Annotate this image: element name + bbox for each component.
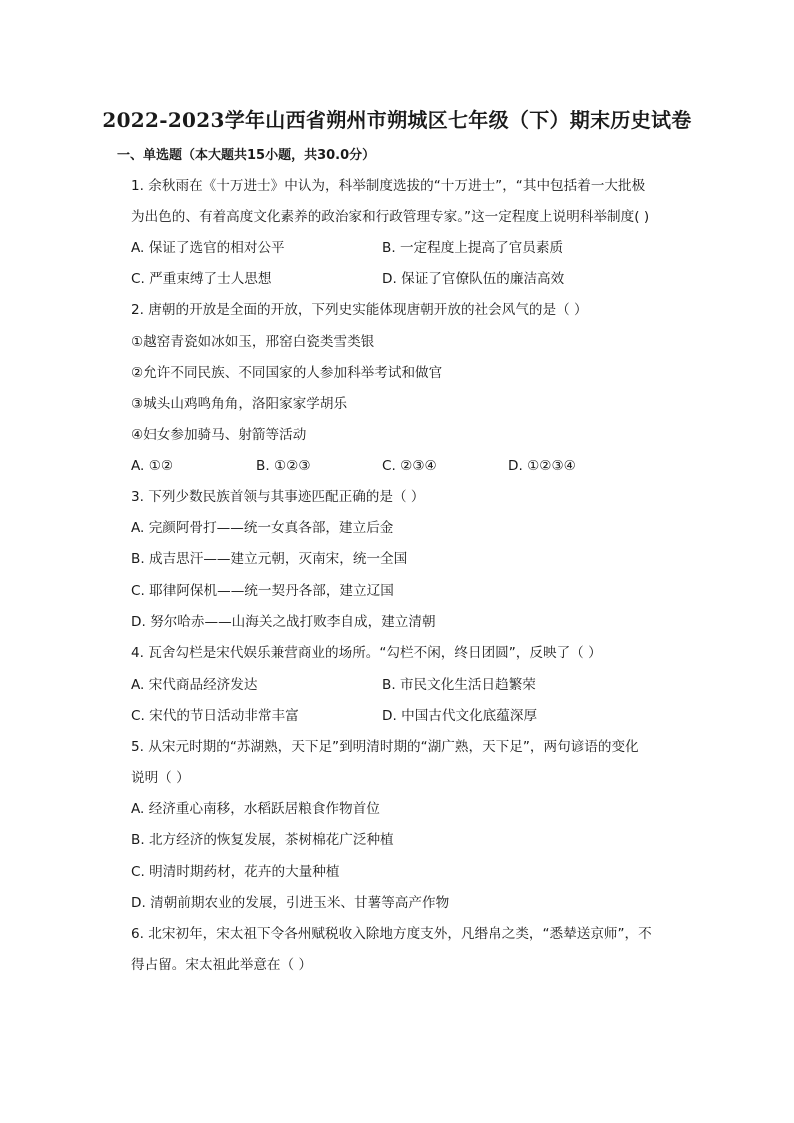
question-1-option-d: D. 保证了官僚队伍的廉洁高效 <box>382 271 565 287</box>
question-2-stem-line-2: ①越窑青瓷如冰如玉，邢窑白瓷类雪类银 <box>131 334 375 350</box>
question-4-option-a: A. 宋代商品经济发达 <box>131 677 258 693</box>
question-1-stem-line-1: 1. 余秋雨在《十万进士》中认为，科举制度选拔的“十万进士”，“其中包括着一大批极 <box>131 178 646 194</box>
section-heading: 一、单选题（本大题共15小题，共30.0分） <box>117 148 376 163</box>
question-2-option-c: C. ②③④ <box>382 458 437 474</box>
question-5-option-c: C. 明清时期药材，花卉的大量种植 <box>131 864 340 880</box>
question-5-stem-line-2: 说明（ ） <box>131 770 190 786</box>
question-2-option-b: B. ①②③ <box>256 458 311 474</box>
question-3-stem-line-1: 3. 下列少数民族首领与其事迹匹配正确的是（ ） <box>131 489 425 505</box>
question-5-stem-line-1: 5. 从宋元时期的“苏湖熟，天下足”到明清时期的“湖广熟，天下足”，两句谚语的变化 <box>131 739 639 755</box>
question-4-option-d: D. 中国古代文化底蕴深厚 <box>382 708 538 724</box>
page-title: 2022-2023学年山西省朔州市朔城区七年级（下）期末历史试卷 <box>102 108 692 132</box>
question-5-option-d: D. 清朝前期农业的发展，引进玉米、甘薯等高产作物 <box>131 895 450 911</box>
question-4-option-c: C. 宋代的节日活动非常丰富 <box>131 708 299 724</box>
question-1-option-c: C. 严重束缚了士人思想 <box>131 271 272 287</box>
question-3-option-b: B. 成吉思汗——建立元朝，灭南宋，统一全国 <box>131 551 408 567</box>
question-6-stem-line-2: 得占留。宋太祖此举意在（ ） <box>131 957 313 973</box>
question-5-option-b: B. 北方经济的恢复发展，茶树棉花广泛种植 <box>131 832 394 848</box>
question-3-option-a: A. 完颜阿骨打——统一女真各部，建立后金 <box>131 520 394 536</box>
question-5-option-a: A. 经济重心南移，水稻跃居粮食作物首位 <box>131 801 380 817</box>
question-2-stem-line-5: ④妇女参加骑马、射箭等活动 <box>131 427 307 443</box>
question-1-stem-line-2: 为出色的、有着高度文化素养的政治家和行政管理专家。”这一定程度上说明科举制度( ) <box>131 209 650 225</box>
question-3-option-c: C. 耶律阿保机——统一契丹各部，建立辽国 <box>131 583 394 599</box>
question-1-option-a: A. 保证了选官的相对公平 <box>131 240 285 256</box>
question-2-stem-line-3: ②允许不同民族、不同国家的人参加科举考试和做官 <box>131 365 443 381</box>
question-4-option-b: B. 市民文化生活日趋繁荣 <box>382 677 536 693</box>
question-2-stem-line-1: 2. 唐朝的开放是全面的开放，下列史实能体现唐朝开放的社会风气的是（ ） <box>131 302 588 318</box>
question-6-stem-line-1: 6. 北宋初年，宋太祖下令各州赋税收入除地方度支外，凡缗帛之类，“悉辇送京师”，不 <box>131 926 652 942</box>
question-2-option-a: A. ①② <box>131 458 174 474</box>
question-2-stem-line-4: ③城头山鸡鸣角角，洛阳家家学胡乐 <box>131 396 348 412</box>
question-2-option-d: D. ①②③④ <box>508 458 576 474</box>
question-3-option-d: D. 努尔哈赤——山海关之战打败李自成，建立清朝 <box>131 614 436 630</box>
question-4-stem-line-1: 4. 瓦舍勾栏是宋代娱乐兼营商业的场所。“勾栏不闲，终日团圆”，反映了（ ） <box>131 645 602 661</box>
question-1-option-b: B. 一定程度上提高了官员素质 <box>382 240 564 256</box>
